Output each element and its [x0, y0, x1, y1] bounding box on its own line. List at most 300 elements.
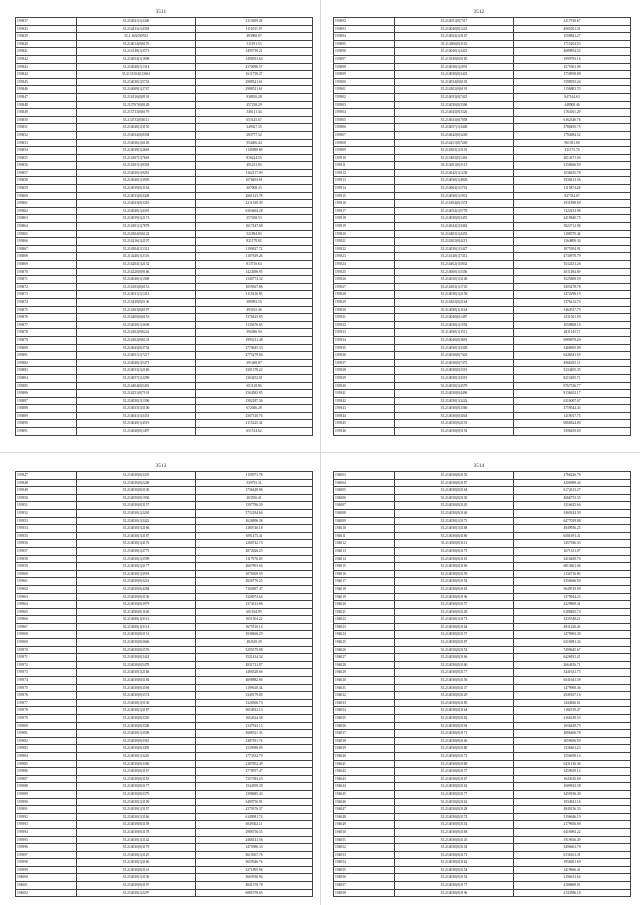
coordinate-cell: 35.214040(1)4519: [77, 420, 196, 428]
table-row: [16, 223, 313, 231]
amount-cell: 3158466.59: [514, 162, 631, 170]
table-row: [16, 71, 313, 79]
amount-cell: 1264809.34: [514, 238, 631, 246]
table-row: [334, 593, 631, 601]
row-id-cell: 193974: [16, 677, 77, 685]
table-row: [16, 472, 313, 480]
table-row: [334, 412, 631, 420]
row-id-cell: 194004: [334, 479, 395, 487]
row-id-cell: 193897: [334, 55, 395, 63]
amount-cell: 3435548.21: [514, 616, 631, 624]
table-row: [16, 509, 313, 517]
row-id-cell: 193937: [334, 359, 395, 367]
row-id-cell: 193990: [16, 798, 77, 806]
amount-cell: 2058808.16: [514, 321, 631, 329]
coordinate-cell: 35.214030(0)3149: [395, 608, 514, 616]
row-id-cell: 193927: [334, 283, 395, 291]
table-row: [334, 479, 631, 487]
table-row: [16, 616, 313, 624]
coordinate-cell: 35.214204(1)2132: [77, 261, 196, 269]
amount-cell: 3326974.64: [196, 593, 313, 601]
row-id-cell: 194035: [334, 715, 395, 723]
coordinate-cell: 35.214030(0)3187: [395, 639, 514, 647]
coordinate-cell: 35.214036(1)6145: [77, 139, 196, 147]
coordinate-cell: 35.214030(0)3145: [395, 502, 514, 510]
row-id-cell: 193916: [334, 200, 395, 208]
amount-cell: 1376212.70: [514, 298, 631, 306]
data-table: [333, 471, 631, 897]
amount-cell: 1495739.21: [196, 48, 313, 56]
coordinate-cell: 35.214030(0)3136: [77, 593, 196, 601]
table-row: [16, 889, 313, 897]
row-id-cell: 193860: [16, 192, 77, 200]
amount-cell: 3464537.79: [514, 306, 631, 314]
amount-cell: 554406.44: [196, 139, 313, 147]
row-id-cell: 194044: [334, 783, 395, 791]
coordinate-cell: 35.214030(0)3180: [395, 745, 514, 753]
coordinate-cell: 35.214030(0)3348: [77, 722, 196, 730]
page-number: 3511: [155, 10, 167, 15]
table-row: [334, 661, 631, 669]
row-id-cell: 193844: [16, 71, 77, 79]
amount-cell: 1750958.88: [514, 71, 631, 79]
amount-cell: 2766226.76: [514, 472, 631, 480]
coordinate-cell: 35.214030(0)3157: [77, 502, 196, 510]
table-row: [334, 230, 631, 238]
row-id-cell: 193995: [16, 836, 77, 844]
row-id-cell: 193869: [16, 261, 77, 269]
row-id-cell: 193985: [16, 760, 77, 768]
table-row: [334, 139, 631, 147]
row-id-cell: 193965: [16, 608, 77, 616]
table-row: [16, 382, 313, 390]
coordinate-cell: 35.214030(0)3128: [395, 806, 514, 814]
table-row: [16, 390, 313, 398]
table-row: [16, 768, 313, 776]
amount-cell: 3665936.94: [196, 874, 313, 882]
table-row: [334, 169, 631, 177]
amount-cell: 1611758.27: [196, 71, 313, 79]
coordinate-cell: 35.214030(1)2297: [77, 889, 196, 897]
table-row: [16, 851, 313, 859]
coordinate-cell: 35.213767(0)8128: [77, 101, 196, 109]
row-id-cell: 194037: [334, 730, 395, 738]
table-row: [334, 790, 631, 798]
amount-cell: 2014371.04: [514, 154, 631, 162]
row-id-cell: 193894: [334, 33, 395, 41]
coordinate-cell: 35.214053(0)7425: [395, 93, 514, 101]
row-id-cell: 193839: [16, 33, 77, 41]
row-id-cell: 193874: [16, 298, 77, 306]
coordinate-cell: 35.214307(1)7663: [77, 154, 196, 162]
table-row: [334, 200, 631, 208]
amount-cell: 2775279.84: [196, 352, 313, 360]
amount-cell: 2661123.78: [196, 192, 313, 200]
amount-cell: 1091475.41: [196, 532, 313, 540]
row-id-cell: 194001: [16, 882, 77, 890]
row-id-cell: 193914: [334, 185, 395, 193]
table-row: [16, 169, 313, 177]
table-row: [334, 836, 631, 844]
amount-cell: 2826776.25: [196, 578, 313, 586]
coordinate-cell: 35.214030(0)3157: [395, 631, 514, 639]
amount-cell: 2988521.61: [196, 86, 313, 94]
row-id-cell: 193840: [16, 40, 77, 48]
coordinate-cell: 35.214301(1)9392: [77, 162, 196, 170]
coordinate-cell: 35.214030(1)5136: [77, 699, 196, 707]
table-row: [16, 874, 313, 882]
coordinate-cell: 35.214030(0)7443: [395, 352, 514, 360]
amount-cell: 1419666.41: [514, 866, 631, 874]
coordinate-cell: 35.214304(1)1312: [77, 245, 196, 253]
amount-cell: 346111.34: [196, 109, 313, 117]
amount-cell: 3659346.76: [196, 859, 313, 867]
row-id-cell: 193951: [16, 502, 77, 510]
coordinate-cell: 35.214240(1)3116: [77, 253, 196, 261]
coordinate-cell: 35.2131504(1)3661: [77, 71, 196, 79]
table-row: [334, 93, 631, 101]
coordinate-cell: 35.214030(1)2265: [77, 509, 196, 517]
table-row: [16, 25, 313, 33]
table-row: [16, 859, 313, 867]
amount-cell: 2187852.49: [196, 760, 313, 768]
table-row: [16, 836, 313, 844]
row-id-cell: 194018: [334, 585, 395, 593]
table-row: [334, 760, 631, 768]
row-id-cell: 194051: [334, 836, 395, 844]
table-row: [16, 245, 313, 253]
amount-cell: 1995231.48: [196, 336, 313, 344]
amount-cell: 1340774.32: [196, 276, 313, 284]
amount-cell: 357438.53: [196, 215, 313, 223]
table-row: [16, 291, 313, 299]
coordinate-cell: 35.214030(0)3368: [395, 101, 514, 109]
page-3513: [10, 462, 312, 896]
amount-cell: 1444826.61: [514, 699, 631, 707]
row-id-cell: 193876: [16, 314, 77, 322]
row-id-cell: 193956: [16, 540, 77, 548]
amount-cell: 1671331.07: [514, 547, 631, 555]
row-id-cell: 193843: [16, 63, 77, 71]
table-row: [334, 775, 631, 783]
row-id-cell: 194040: [334, 752, 395, 760]
table-row: [334, 283, 631, 291]
table-row: [334, 578, 631, 586]
row-id-cell: 193896: [334, 48, 395, 56]
row-id-cell: 193992: [16, 813, 77, 821]
amount-cell: 601164.99: [196, 608, 313, 616]
amount-cell: 3938466.29: [196, 631, 313, 639]
coordinate-cell: 35.214030(1)3173: [395, 616, 514, 624]
table-row: [334, 86, 631, 94]
coordinate-cell: 35.214433(1)4392: [77, 25, 196, 33]
row-id-cell: 193955: [16, 532, 77, 540]
coordinate-cell: 35.214030(0)3164: [395, 487, 514, 495]
row-id-cell: 193952: [16, 509, 77, 517]
amount-cell: 2115225.34: [196, 420, 313, 428]
amount-cell: 1159573.78: [196, 472, 313, 480]
amount-cell: 1419017.75: [514, 412, 631, 420]
table-row: [16, 692, 313, 700]
table-row: [16, 238, 313, 246]
coordinate-cell: 35.214033(0)7058: [395, 116, 514, 124]
row-id-cell: 193925: [334, 268, 395, 276]
row-id-cell: 193945: [334, 420, 395, 428]
table-row: [334, 654, 631, 662]
amount-cell: 1479963.30: [514, 631, 631, 639]
coordinate-cell: 35.214030(1)3112: [77, 616, 196, 624]
amount-cell: 8215495.71: [514, 374, 631, 382]
row-id-cell: 194057: [334, 882, 395, 890]
amount-cell: 1115874.28: [514, 185, 631, 193]
table-row: [334, 397, 631, 405]
table-row: [16, 745, 313, 753]
amount-cell: 4811426.45: [514, 623, 631, 631]
amount-cell: 283777.32: [196, 131, 313, 139]
row-id-cell: 193857: [16, 169, 77, 177]
row-id-cell: 193931: [334, 314, 395, 322]
coordinate-cell: 35.214403(1)4453: [395, 230, 514, 238]
amount-cell: 5295379.98: [196, 646, 313, 654]
coordinate-cell: 35.214030(1)3166: [77, 813, 196, 821]
table-row: [334, 828, 631, 836]
coordinate-cell: 35.214030(1)9261: [77, 169, 196, 177]
coordinate-cell: 35.214030(0)3164: [395, 707, 514, 715]
amount-cell: 938816.28: [196, 93, 313, 101]
table-row: [334, 382, 631, 390]
table-row: [16, 253, 313, 261]
table-row: [334, 509, 631, 517]
row-id-cell: 193936: [334, 352, 395, 360]
amount-cell: 1919636.49: [514, 836, 631, 844]
amount-cell: 6188465.73: [514, 608, 631, 616]
table-row: [16, 321, 313, 329]
amount-cell: 4849136.33: [514, 806, 631, 814]
coordinate-cell: 35.214030(0)3194: [395, 722, 514, 730]
amount-cell: 1480328.66: [196, 669, 313, 677]
amount-cell: 1626896.36: [196, 517, 313, 525]
page-number: 3514: [473, 464, 485, 469]
coordinate-cell: 35.214030(1)2773: [77, 547, 196, 555]
table-row: [16, 783, 313, 791]
coordinate-cell: 35.214030(0)7475: [395, 359, 514, 367]
coordinate-cell: 35.214030(0)3146: [395, 737, 514, 745]
row-id-cell: 193923: [334, 253, 395, 261]
amount-cell: 1134716.83: [514, 570, 631, 578]
row-id-cell: 193976: [16, 692, 77, 700]
coordinate-cell: 35.214030(0)3177: [395, 882, 514, 890]
row-id-cell: 193852: [16, 131, 77, 139]
coordinate-cell: 35.214030(0)3319: [395, 367, 514, 375]
table-row: [334, 390, 631, 398]
table-row: [16, 547, 313, 555]
table-row: [334, 623, 631, 631]
coordinate-cell: 35.214030(0)3164: [395, 623, 514, 631]
page-3511: [10, 8, 312, 442]
row-id-cell: 193975: [16, 684, 77, 692]
table-row: [16, 540, 313, 548]
row-id-cell: 193942: [334, 397, 395, 405]
table-row: [334, 517, 631, 525]
row-id-cell: 194034: [334, 707, 395, 715]
coordinate-cell: 35.214030(0)2191: [395, 420, 514, 428]
table-row: [16, 494, 313, 502]
table-row: [334, 215, 631, 223]
amount-cell: 1498391.64: [196, 55, 313, 63]
coordinate-cell: 35.214030(1)2156: [395, 291, 514, 299]
row-id-cell: 193967: [16, 623, 77, 631]
amount-cell: 3521434.34: [196, 654, 313, 662]
table-row: [334, 889, 631, 897]
coordinate-cell: 35.214030(0)2248: [77, 479, 196, 487]
row-id-cell: 194053: [334, 851, 395, 859]
row-id-cell: 193878: [16, 329, 77, 337]
amount-cell: 1689633.58: [514, 783, 631, 791]
amount-cell: 3049362.11: [196, 821, 313, 829]
amount-cell: 2113659.28: [196, 18, 313, 26]
coordinate-cell: 35.214030(0)3161: [395, 555, 514, 563]
coordinate-cell: 35.214040(0)3691: [395, 336, 514, 344]
coordinate-cell: 35.214306(0)3116: [395, 40, 514, 48]
coordinate-cell: 35.214033(1)3106: [77, 405, 196, 413]
table-row: [16, 593, 313, 601]
row-id-cell: 193943: [334, 405, 395, 413]
amount-cell: 457238.29: [196, 101, 313, 109]
table-row: [334, 321, 631, 329]
table-row: [16, 283, 313, 291]
coordinate-cell: 35.214030(0)3156: [395, 677, 514, 685]
table-row: [16, 677, 313, 685]
table-row: [16, 806, 313, 814]
row-id-cell: 193856: [16, 162, 77, 170]
coordinate-cell: 35.214030(0)3178: [77, 828, 196, 836]
amount-cell: 3956691.69: [514, 859, 631, 867]
table-row: [16, 33, 313, 41]
coordinate-cell: 35.214040(1)4301: [77, 207, 196, 215]
amount-cell: 3196646.19: [514, 813, 631, 821]
row-id-cell: 193881: [16, 352, 77, 360]
amount-cell: 813716.63: [196, 261, 313, 269]
table-row: [334, 540, 631, 548]
table-row: [16, 525, 313, 533]
row-id-cell: 194039: [334, 745, 395, 753]
coordinate-cell: 35.214303(1)3101: [395, 147, 514, 155]
table-row: [334, 472, 631, 480]
coordinate-cell: 35.214057(1)3448: [395, 124, 514, 132]
table-row: [16, 314, 313, 322]
coordinate-cell: 35.214030(1)4579: [395, 382, 514, 390]
coordinate-cell: 35.214009(1)2747: [77, 86, 196, 94]
amount-cell: 3499750.91: [196, 798, 313, 806]
table-row: [16, 684, 313, 692]
table-row: [334, 253, 631, 261]
row-id-cell: 193907: [334, 131, 395, 139]
amount-cell: 1076493.81: [196, 177, 313, 185]
row-id-cell: 194008: [334, 509, 395, 517]
row-id-cell: 193847: [16, 93, 77, 101]
amount-cell: 2196613.62: [514, 874, 631, 882]
row-id-cell: 194042: [334, 768, 395, 776]
amount-cell: 521894.83: [196, 230, 313, 238]
table-row: [16, 63, 313, 71]
table-row: [16, 55, 313, 63]
coordinate-cell: 35.214030(0)3044: [395, 412, 514, 420]
amount-cell: 2575361.09: [514, 63, 631, 71]
data-table: [15, 17, 313, 436]
coordinate-cell: 35.214030(0)3154: [395, 821, 514, 829]
coordinate-cell: 35.214030(0)3167: [395, 775, 514, 783]
coordinate-cell: 35.214030(0)3162: [395, 783, 514, 791]
coordinate-cell: 35.214030(0)3162: [395, 798, 514, 806]
amount-cell: 1107639.26: [196, 253, 313, 261]
amount-cell: 1598953.24: [514, 78, 631, 86]
amount-cell: 7499645.67: [514, 646, 631, 654]
row-id-cell: 193943: [16, 25, 77, 33]
coordinate-cell: 35.214733(0)8111: [77, 116, 196, 124]
coordinate-cell: 35.214034(0)8394: [77, 131, 196, 139]
table-row: [334, 646, 631, 654]
coordinate-cell: 35.214030(0)3155: [395, 472, 514, 480]
row-id-cell: 193987: [16, 775, 77, 783]
row-id-cell: 193959: [16, 563, 77, 571]
coordinate-cell: 35.214030(1)3175: [395, 517, 514, 525]
row-id-cell: 194029: [334, 669, 395, 677]
amount-cell: 6136161.31: [514, 851, 631, 859]
table-row: [16, 298, 313, 306]
amount-cell: 1934941.16: [514, 798, 631, 806]
amount-cell: 1145690.69: [196, 147, 313, 155]
coordinate-cell: 35.214041(1)3451: [77, 412, 196, 420]
coordinate-cell: 35.214031(1)1412: [77, 291, 196, 299]
table-row: [16, 722, 313, 730]
amount-cell: 2986756.35: [196, 828, 313, 836]
coordinate-cell: 35.214030(0)3366: [77, 760, 196, 768]
amount-cell: 961391.80: [514, 139, 631, 147]
row-id-cell: 194012: [334, 540, 395, 548]
coordinate-cell: 35.214030(1)3599: [77, 555, 196, 563]
table-row: [334, 677, 631, 685]
amount-cell: 3610367.76: [196, 851, 313, 859]
amount-cell: 1111031.97: [196, 25, 313, 33]
row-id-cell: 193968: [16, 631, 77, 639]
row-id-cell: 193889: [16, 412, 77, 420]
table-row: [334, 563, 631, 571]
coordinate-cell: 35.214043(0)3326: [395, 109, 514, 117]
coordinate-cell: 35.214030(0)3169: [395, 563, 514, 571]
amount-cell: 2811145.71: [514, 329, 631, 337]
amount-cell: 8136652.17: [514, 390, 631, 398]
table-row: [16, 359, 313, 367]
row-id-cell: 194028: [334, 661, 395, 669]
amount-cell: 3271895.96: [196, 866, 313, 874]
table-row: [334, 684, 631, 692]
amount-cell: 4841578.78: [196, 882, 313, 890]
table-row: [16, 532, 313, 540]
row-id-cell: 193898: [334, 63, 395, 71]
table-row: [334, 502, 631, 510]
coordinate-cell: 35.214030(1)2168: [77, 669, 196, 677]
amount-cell: 672046.29: [196, 405, 313, 413]
amount-cell: 511191.53: [196, 40, 313, 48]
coordinate-cell: 35.214030(0)3177: [395, 790, 514, 798]
table-row: [16, 192, 313, 200]
amount-cell: 6416984.22: [514, 828, 631, 836]
amount-cell: 6541641.39: [514, 677, 631, 685]
coordinate-cell: 35.214014(0)6176: [77, 40, 196, 48]
table-row: [16, 200, 313, 208]
row-id-cell: 193837: [16, 18, 77, 26]
amount-cell: 2567310.76: [196, 412, 313, 420]
